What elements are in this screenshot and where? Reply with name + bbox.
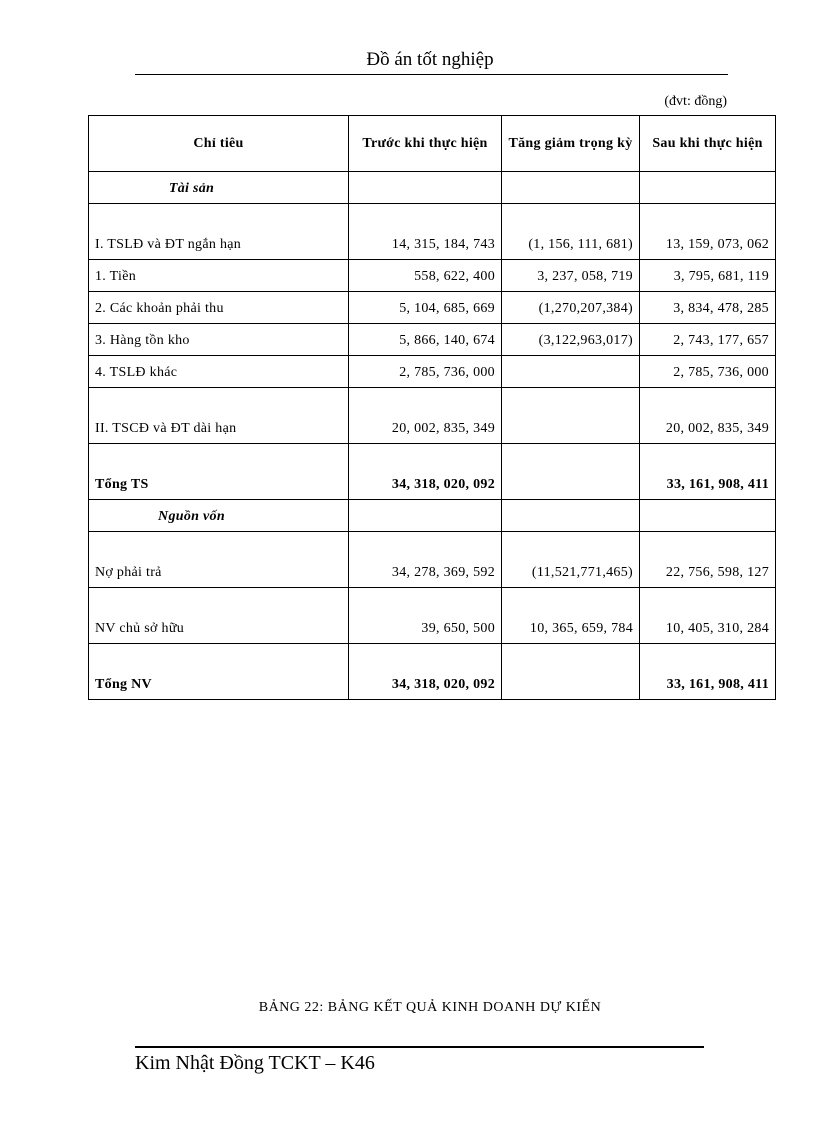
table-cell: (3,122,963,017) — [502, 324, 640, 356]
table-cell: 10, 405, 310, 284 — [640, 588, 776, 644]
row-label: 4. TSLĐ khác — [89, 356, 349, 388]
table-cell: 5, 866, 140, 674 — [349, 324, 502, 356]
page-header-title: Đồ án tốt nghiệp — [366, 49, 494, 70]
row-label: 1. Tiền — [89, 260, 349, 292]
row-label: II. TSCĐ và ĐT dài hạn — [89, 388, 349, 444]
table-cell: 2, 785, 736, 000 — [640, 356, 776, 388]
table-cell: 33, 161, 908, 411 — [640, 444, 776, 500]
table-cell: (1, 156, 111, 681) — [502, 204, 640, 260]
table-cell: 39, 650, 500 — [349, 588, 502, 644]
row-label: Tổng NV — [89, 644, 349, 700]
row-label: 3. Hàng tồn kho — [89, 324, 349, 356]
table-cell: 20, 002, 835, 349 — [349, 388, 502, 444]
column-header: Sau khi thực hiện — [640, 116, 776, 172]
table-cell: 5, 104, 685, 669 — [349, 292, 502, 324]
table-cell: 558, 622, 400 — [349, 260, 502, 292]
table-row-total — [89, 444, 776, 500]
table-cell: 34, 278, 369, 592 — [349, 532, 502, 588]
table-row — [89, 532, 776, 588]
section-row-assets — [89, 172, 776, 204]
row-label: I. TSLĐ và ĐT ngắn hạn — [89, 204, 349, 260]
table-cell: 13, 159, 073, 062 — [640, 204, 776, 260]
table-cell: 2, 785, 736, 000 — [349, 356, 502, 388]
table-cell: 3, 237, 058, 719 — [502, 260, 640, 292]
table-cell — [640, 500, 776, 532]
table-cell: 34, 318, 020, 092 — [349, 644, 502, 700]
table-cell — [502, 172, 640, 204]
table-cell: 2, 743, 177, 657 — [640, 324, 776, 356]
table-row — [89, 292, 776, 324]
table-cell: 3, 834, 478, 285 — [640, 292, 776, 324]
table-row — [89, 204, 776, 260]
row-label: 2. Các khoản phải thu — [89, 292, 349, 324]
table-cell: (11,521,771,465) — [502, 532, 640, 588]
table-row — [89, 388, 776, 444]
section-row-capital — [89, 500, 776, 532]
table-row — [89, 356, 776, 388]
section-label: Nguồn vốn — [89, 500, 349, 532]
table-row — [89, 324, 776, 356]
row-label: Nợ phải trả — [89, 532, 349, 588]
footer-divider — [135, 1046, 704, 1048]
table-cell — [349, 500, 502, 532]
table-cell: 3, 795, 681, 119 — [640, 260, 776, 292]
table-header-row — [89, 116, 776, 172]
row-label: NV chủ sở hữu — [89, 588, 349, 644]
column-header: Trước khi thực hiện — [349, 116, 502, 172]
table-row-total — [89, 644, 776, 700]
table-cell — [502, 644, 640, 700]
table-cell — [640, 172, 776, 204]
table-cell: (1,270,207,384) — [502, 292, 640, 324]
column-header: Tăng giảm trọng kỳ — [502, 116, 640, 172]
table-cell — [502, 500, 640, 532]
table-cell: 34, 318, 020, 092 — [349, 444, 502, 500]
table-cell: 20, 002, 835, 349 — [640, 388, 776, 444]
row-label: Tổng TS — [89, 444, 349, 500]
table-cell — [349, 172, 502, 204]
table-row — [89, 588, 776, 644]
table-cell: 10, 365, 659, 784 — [502, 588, 640, 644]
header-divider — [135, 74, 728, 75]
table-cell — [502, 388, 640, 444]
unit-note: (đvt: đồng) — [664, 94, 727, 109]
footer-author: Kim Nhật Đồng TCKT – K46 — [135, 1052, 375, 1074]
table-cell — [502, 356, 640, 388]
table-cell: 14, 315, 184, 743 — [349, 204, 502, 260]
table-row — [89, 260, 776, 292]
table-cell — [502, 444, 640, 500]
table-cell: 33, 161, 908, 411 — [640, 644, 776, 700]
table-cell: 22, 756, 598, 127 — [640, 532, 776, 588]
table-caption: BẢNG 22: BẢNG KẾT QUẢ KINH DOANH DỰ KIẾN — [258, 1000, 602, 1015]
section-label: Tài sản — [89, 172, 349, 204]
column-header: Chỉ tiêu — [89, 116, 349, 172]
balance-table — [88, 115, 776, 700]
